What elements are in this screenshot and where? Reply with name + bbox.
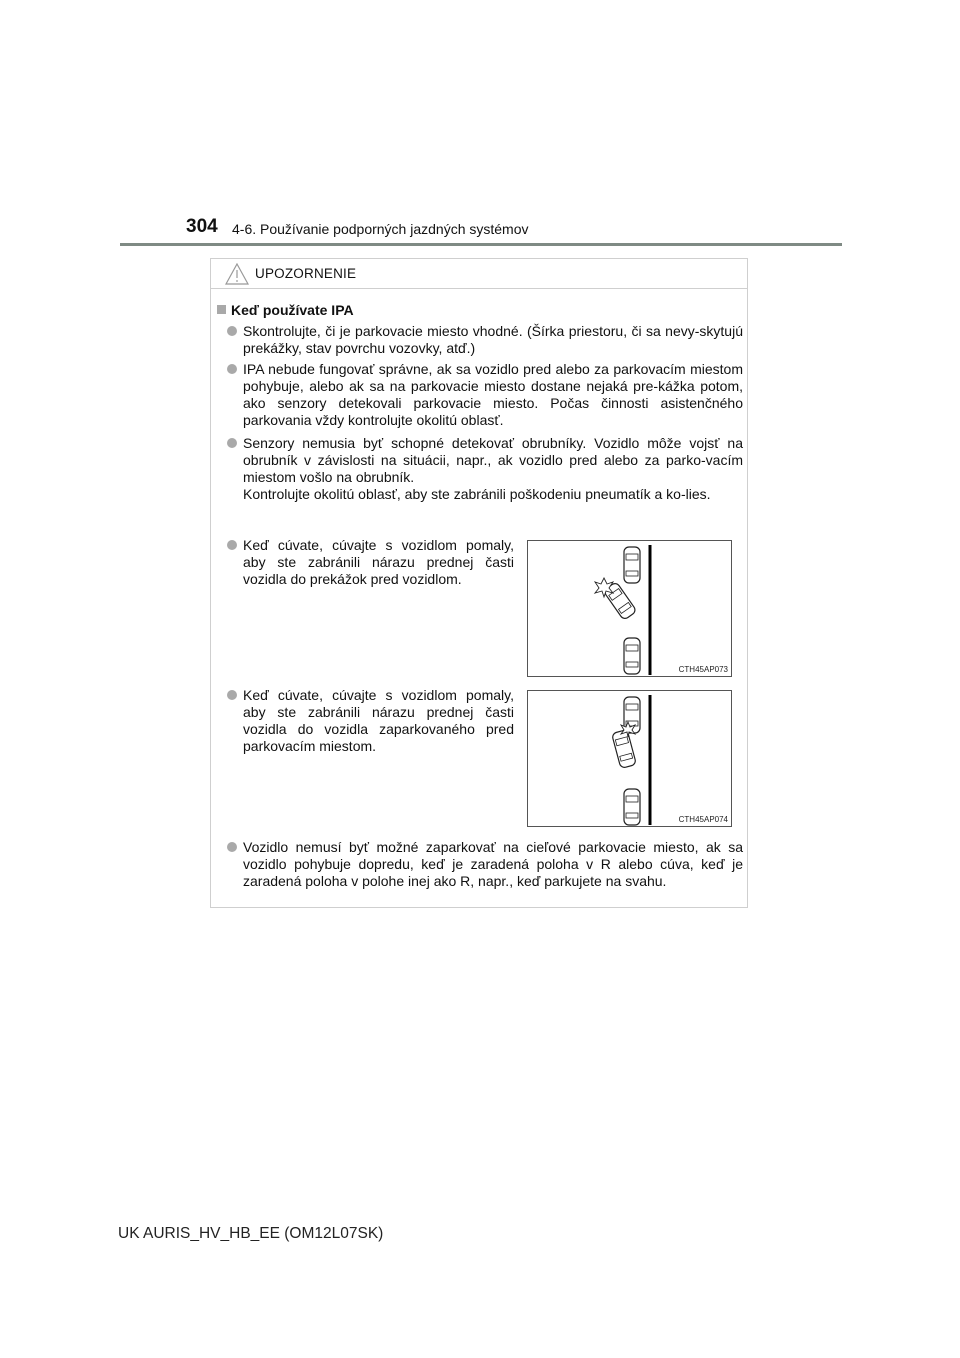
header-rule <box>120 243 842 246</box>
bullet-item <box>227 687 514 755</box>
subheading-text: Keď používate IPA <box>231 302 354 318</box>
bullet-text: Skontrolujte, či je parkovacie miesto vhodné. (Šírka priestoru, či sa nevy-skytujú prekážky, stav povrchu vozovky, atď.) <box>243 323 743 356</box>
car-diagram <box>528 691 733 828</box>
bullet-dot-icon <box>227 438 237 448</box>
bullet-dot-icon <box>227 842 237 852</box>
bullet-item <box>227 839 743 890</box>
bullet-text: Keď cúvate, cúvajte s vozidlom pomaly, aby ste zabránili nárazu prednej časti vozidla do vozidla zaparkovaného pred parkovacím miestom. <box>243 687 514 754</box>
bullet-item <box>227 537 514 588</box>
bullet-dot-icon <box>227 326 237 336</box>
car-icon <box>624 638 640 674</box>
section-title: 4-6. Používanie podporných jazdných systémov <box>232 221 529 237</box>
bullet-text: Keď cúvate, cúvajte s vozidlom pomaly, aby ste zabránili nárazu prednej časti vozidla do prekážok pred vozidlom. <box>243 537 514 587</box>
warning-box <box>210 258 748 908</box>
page-number: 304 <box>186 216 218 237</box>
bullet-item <box>227 361 743 429</box>
figure-code: CTH45AP073 <box>678 665 728 674</box>
page-header <box>120 216 842 246</box>
warning-subheading <box>217 302 354 318</box>
car-icon <box>612 730 637 769</box>
warning-header <box>211 259 747 289</box>
illustration-obstacle-ahead <box>527 540 732 677</box>
illustration-parked-car <box>527 690 732 827</box>
bullet-text: Vozidlo nemusí byť možné zaparkovať na cieľové parkovacie miesto, ak sa vozidlo pohybuje dopredu, keď je zaradená poloha v R alebo cúva, keď je zaradená poloha v polohe inej ako R, napr., keď parkujete na svahu. <box>243 839 743 889</box>
figure-code: CTH45AP074 <box>678 815 728 824</box>
warning-triangle-icon <box>225 263 249 285</box>
car-icon <box>624 547 640 583</box>
car-icon <box>624 789 640 825</box>
bullet-item <box>227 323 743 357</box>
bullet-text: Senzory nemusia byť schopné detekovať obrubníky. Vozidlo môže vojsť na obrubník v závislosti na situácii, napr., ak vozidlo pred alebo za parko-vacím miestom vošlo na obrubník. <box>243 435 743 485</box>
bullet-dot-icon <box>227 540 237 550</box>
bullet-dot-icon <box>227 364 237 374</box>
model-code: UK AURIS_HV_HB_EE (OM12L07SK) <box>118 1225 384 1242</box>
bullet-text: Kontrolujte okolitú oblasť, aby ste zabránili poškodeniu pneumatík a ko-lies. <box>243 486 711 502</box>
warning-title: UPOZORNENIE <box>255 266 357 281</box>
square-bullet-icon <box>217 305 226 314</box>
car-diagram <box>528 541 733 678</box>
bullet-item <box>227 435 743 503</box>
bullet-dot-icon <box>227 690 237 700</box>
bullet-text: IPA nebude fungovať správne, ak sa vozidlo pred alebo za parkovacím miestom pohybuje, alebo ak sa na parkovacie miesto dostane nejaká pre-kážka potom, ako senzory detekovali parkovacie miesto. Počas činnosti asistenčného parkovania vždy kontrolujte okolitú oblasť. <box>243 361 743 428</box>
